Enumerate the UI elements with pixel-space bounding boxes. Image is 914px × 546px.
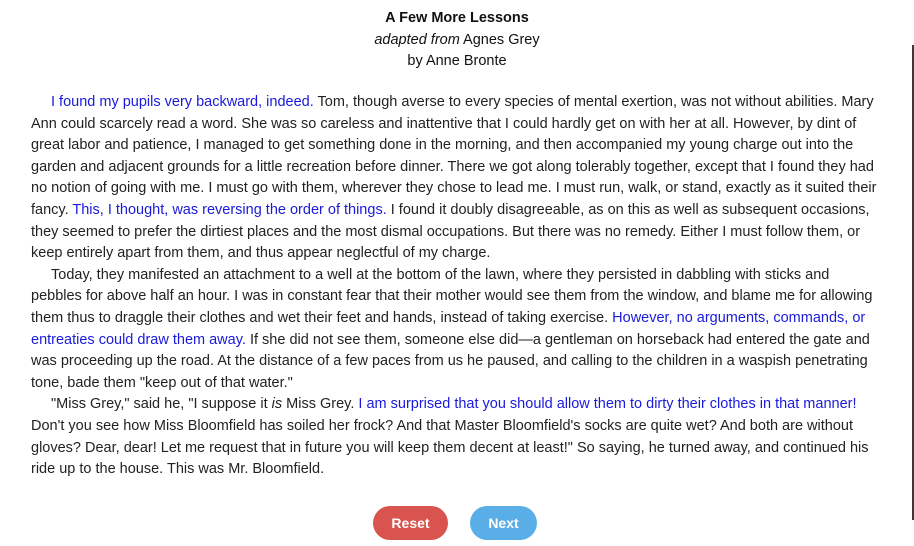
- paragraph-2: [31, 265, 883, 395]
- reset-button[interactable]: Reset: [373, 506, 448, 540]
- page-title: A Few More Lessons: [385, 10, 529, 26]
- paragraph-3: [31, 394, 883, 480]
- passage-text: "Miss Grey," said he, "I suppose it: [51, 396, 272, 413]
- passage-text: Tom, though averse to every species of mental exertion, was not without abilities. Mary Ann could scarcely read a word. She was so careless and inattentive that I could hardly get on with her at all. However, by dint of great labor and patience, I managed to get something done in the morning, and then accompanied my young charge out into the garden and adjacent grounds for a little recreation before dinner. There we got along tolerably together, except that I found they had no notion of going with me. I must go with them, wherever they chose to lead me. I must run, walk, or stand, exactly as it suited their fancy.: [31, 94, 877, 218]
- source-line: [0, 30, 914, 52]
- highlighted-sentence[interactable]: This, I thought, was reversing the order of things.: [72, 201, 387, 218]
- next-button[interactable]: Next: [470, 506, 537, 540]
- passage-text: I found it doubly disagreeable, as on this as well as subsequent occasions, they seemed to prefer the dirtiest places and the most dismal occupations. But there was no remedy. Either I must follow them, or keep entirely apart from them, and thus appear neglectful of my charge.: [31, 201, 870, 262]
- passage-text: Don't you see how Miss Bloomfield has soiled her frock? And that Master Bloomfield's socks are quite wet? And both are without gloves? Dear, dear! Let me request that in future you will keep them decent at least!" So saying, he turned away, and continued his ride up to the house. This was Mr. Bloomfield.: [31, 417, 869, 478]
- paragraph-1: [31, 92, 883, 265]
- emphasis-text: is: [271, 396, 283, 413]
- button-bar: [0, 506, 914, 546]
- highlighted-sentence[interactable]: I found my pupils very backward, indeed.: [51, 94, 314, 110]
- reading-passage: [31, 92, 883, 481]
- passage-text: Miss Grey.: [282, 396, 359, 413]
- adapted-prefix: adapted from: [374, 31, 460, 48]
- author-line: by Anne Bronte: [407, 53, 507, 69]
- source-title: Agnes Grey: [463, 31, 540, 48]
- passage-text: If she did not see them, someone else did—a gentleman on horseback had entered the gate and was proceeding up the road. At the distance of a few paces from us he paused, and calling to the children in a waspish penetrating tone, bade them "keep out of that water.": [31, 331, 870, 391]
- lesson-header: [0, 8, 914, 73]
- highlighted-sentence[interactable]: I am surprised that you should allow them to dirty their clothes in that manner!: [358, 396, 857, 413]
- passage-text: Today, they manifested an attachment to a well at the bottom of the lawn, where they persisted in dabbling with sticks and pebbles for above half an hour. I was in constant fear that their mother would see them from the window, and blame me for allowing them thus to draggle their clothes and wet their feet and hands, instead of taking exercise.: [31, 266, 873, 326]
- highlighted-sentence[interactable]: However, no arguments, commands, or entreaties could draw them away.: [31, 309, 866, 348]
